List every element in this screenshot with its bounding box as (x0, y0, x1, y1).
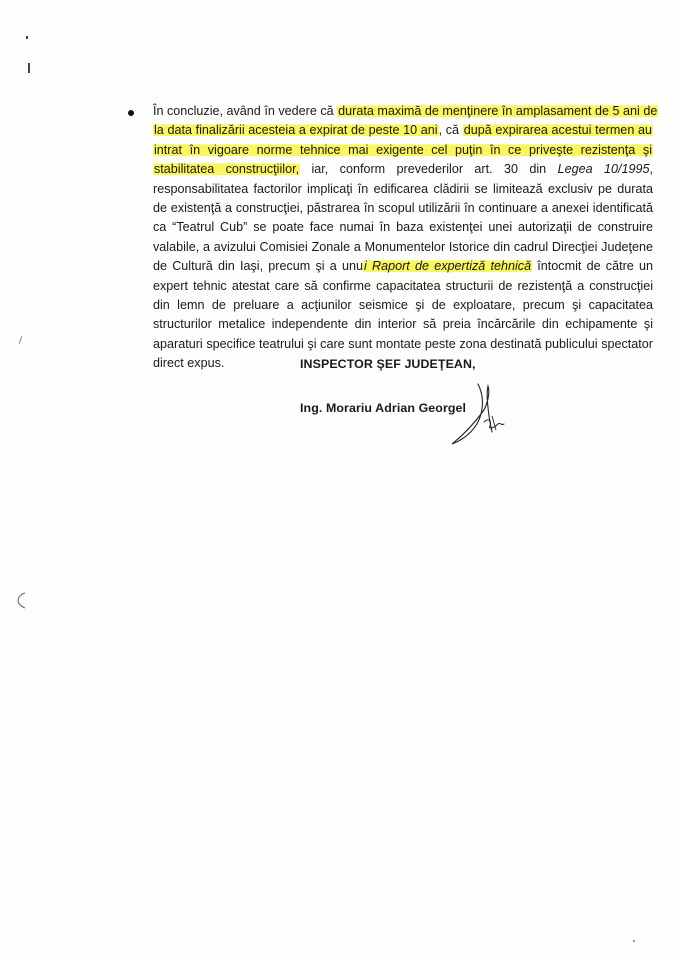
highlighted-text: la data finalizării acesteia a expirat de peste 10 ani (154, 123, 438, 138)
paragraph-line (153, 180, 653, 199)
paragraph-line (153, 199, 653, 218)
scan-mark (633, 940, 635, 942)
paragraph-line (153, 160, 653, 179)
text-segment: responsabilitatea factorilor implicaţi în edificarea clădirii se limitează exclusiv pe durata (153, 181, 653, 196)
paragraph-line (153, 141, 653, 160)
text-segment: direct expus. (153, 356, 225, 371)
paragraph-line (153, 335, 653, 354)
signatory-name: Ing. Morariu Adrian Georgel (300, 401, 467, 415)
text-segment: de Cultură din Iaşi, precum şi a unu (153, 259, 363, 274)
text-segment: valabile, a avizului Comisiei Zonale a Monumentelor Istorice din cadrul Direcţiei Judeţene (153, 239, 653, 254)
text-segment: aparaturi specifice teatrului şi care sunt montate peste zona destinată publicului spectator (153, 336, 653, 351)
paragraph-line (153, 296, 653, 315)
scan-mark (26, 36, 28, 39)
scan-mark (14, 592, 28, 610)
paragraph-line (153, 257, 653, 276)
text-segment: expert tehnic atestat care să confirme capacitatea structurii de rezistenţă a construcţiei (153, 278, 653, 293)
paragraph-line (153, 218, 653, 237)
highlighted-text: stabilitatea construcţiilor, (154, 162, 300, 177)
text-segment: , (649, 162, 654, 177)
paragraph-line (153, 315, 653, 334)
conclusion-paragraph (153, 102, 658, 373)
paragraph-line (153, 121, 653, 140)
scan-mark (28, 63, 30, 73)
paragraph-line (153, 238, 653, 257)
highlighted-text: durata maximă de menţinere în amplasament de 5 ani de (338, 104, 658, 118)
text-segment: structurilor metalice independente din interior să preia încărcările din echipamente şi (153, 317, 653, 332)
text-segment: de existenţă a construcţiei, păstrarea în scopul utilizării în continuare a anexei identificată (153, 200, 653, 215)
scan-mark (19, 336, 23, 344)
text-segment: iar, conform prevederilor art. 30 din (300, 162, 558, 177)
text-segment: ca “Teatrul Cub” se poate face numai în baza existenţei unei autorizaţii de construire (153, 220, 653, 235)
list-bullet (128, 110, 134, 116)
text-segment: În concluzie, având în vedere că (153, 104, 338, 118)
signatory-title: INSPECTOR ŞEF JUDEŢEAN, (300, 357, 476, 371)
highlighted-text: intrat în vigoare norme tehnice mai exigente cel puţin în ce priveşte rezistenţa şi (154, 142, 652, 157)
highlighted-text: i Raport de expertiză tehnică (364, 259, 532, 274)
text-segment: întocmit de către un (532, 259, 654, 274)
paragraph-line (153, 277, 653, 296)
paragraph-line (153, 102, 658, 121)
highlighted-text: după expirarea acestui termen au (463, 123, 652, 138)
text-segment: , că (438, 123, 463, 138)
text-segment: Legea 10/1995 (557, 162, 650, 177)
handwritten-signature (448, 380, 508, 450)
text-segment: din lemn de preluare a acţiunilor seismice şi de exploatare, precum şi capacitatea (153, 297, 653, 312)
